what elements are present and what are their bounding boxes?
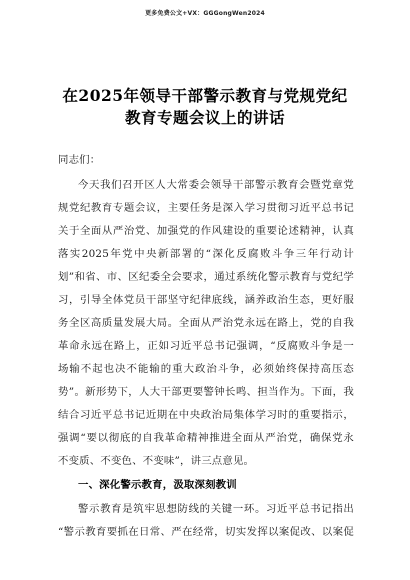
paragraph-line: “警示教育要抓在日常、严在经常，切实发挥以案促改、以案促 bbox=[58, 526, 354, 538]
document-title-line-1: 在2025年领导干部警示教育与党规党纪 bbox=[62, 86, 348, 105]
paragraph-line: 关于全面从严治党、加强党的作风建设的重要论述精神，认真 bbox=[58, 225, 354, 237]
salutation: 同志们： bbox=[58, 154, 101, 166]
paragraph-line: 习，引导全体党员干部坚守纪律底线，涵养政治生态，更好服 bbox=[58, 294, 354, 306]
paragraph-line: 今天我们召开区人大常委会领导干部警示教育会暨党章党 bbox=[78, 179, 354, 191]
header-note: 更多免费公文+VX：GGGongWen2024 bbox=[145, 10, 265, 17]
paragraph-line: 不变质、不变色、不变味”，讲三点意见。 bbox=[58, 455, 255, 467]
paragraph-line: 警示教育是筑牢思想防线的关键一环。习近平总书记指出 bbox=[78, 503, 354, 515]
paragraph-line: 结合习近平总书记近期在中央政治局集体学习时的重要指示， bbox=[58, 409, 354, 421]
paragraph-line: 落实2025年党中央新部署的“深化反腐败斗争三年行动计 bbox=[58, 248, 354, 260]
paragraph-line: 划”和省、市、区纪委全会要求，通过系统化警示教育与党纪学 bbox=[58, 271, 354, 283]
document-title-line-2: 教育专题会议上的讲话 bbox=[124, 108, 285, 127]
paragraph-line: 强调“要以彻底的自我革命精神推进全面从严治党，确保党永 bbox=[58, 432, 354, 444]
paragraph-line: 规党纪教育专题会议，主要任务是深入学习贯彻习近平总书记 bbox=[58, 202, 354, 214]
paragraph-line: 革命永远在路上，正如习近平总书记强调，“反腐败斗争是一 bbox=[58, 340, 354, 352]
paragraph-line: 务全区高质量发展大局。全面从严治党永远在路上，党的自我 bbox=[58, 317, 354, 329]
paragraph-line: 场输不起也决不能输的重大政治斗争，必须始终保持高压态 bbox=[58, 363, 354, 375]
section-heading: 一、深化警示教育，汲取深刻教训 bbox=[78, 479, 237, 491]
paragraph-line: 势”。新形势下，人大干部更要警钟长鸣、担当作为。下面，我 bbox=[58, 386, 354, 398]
